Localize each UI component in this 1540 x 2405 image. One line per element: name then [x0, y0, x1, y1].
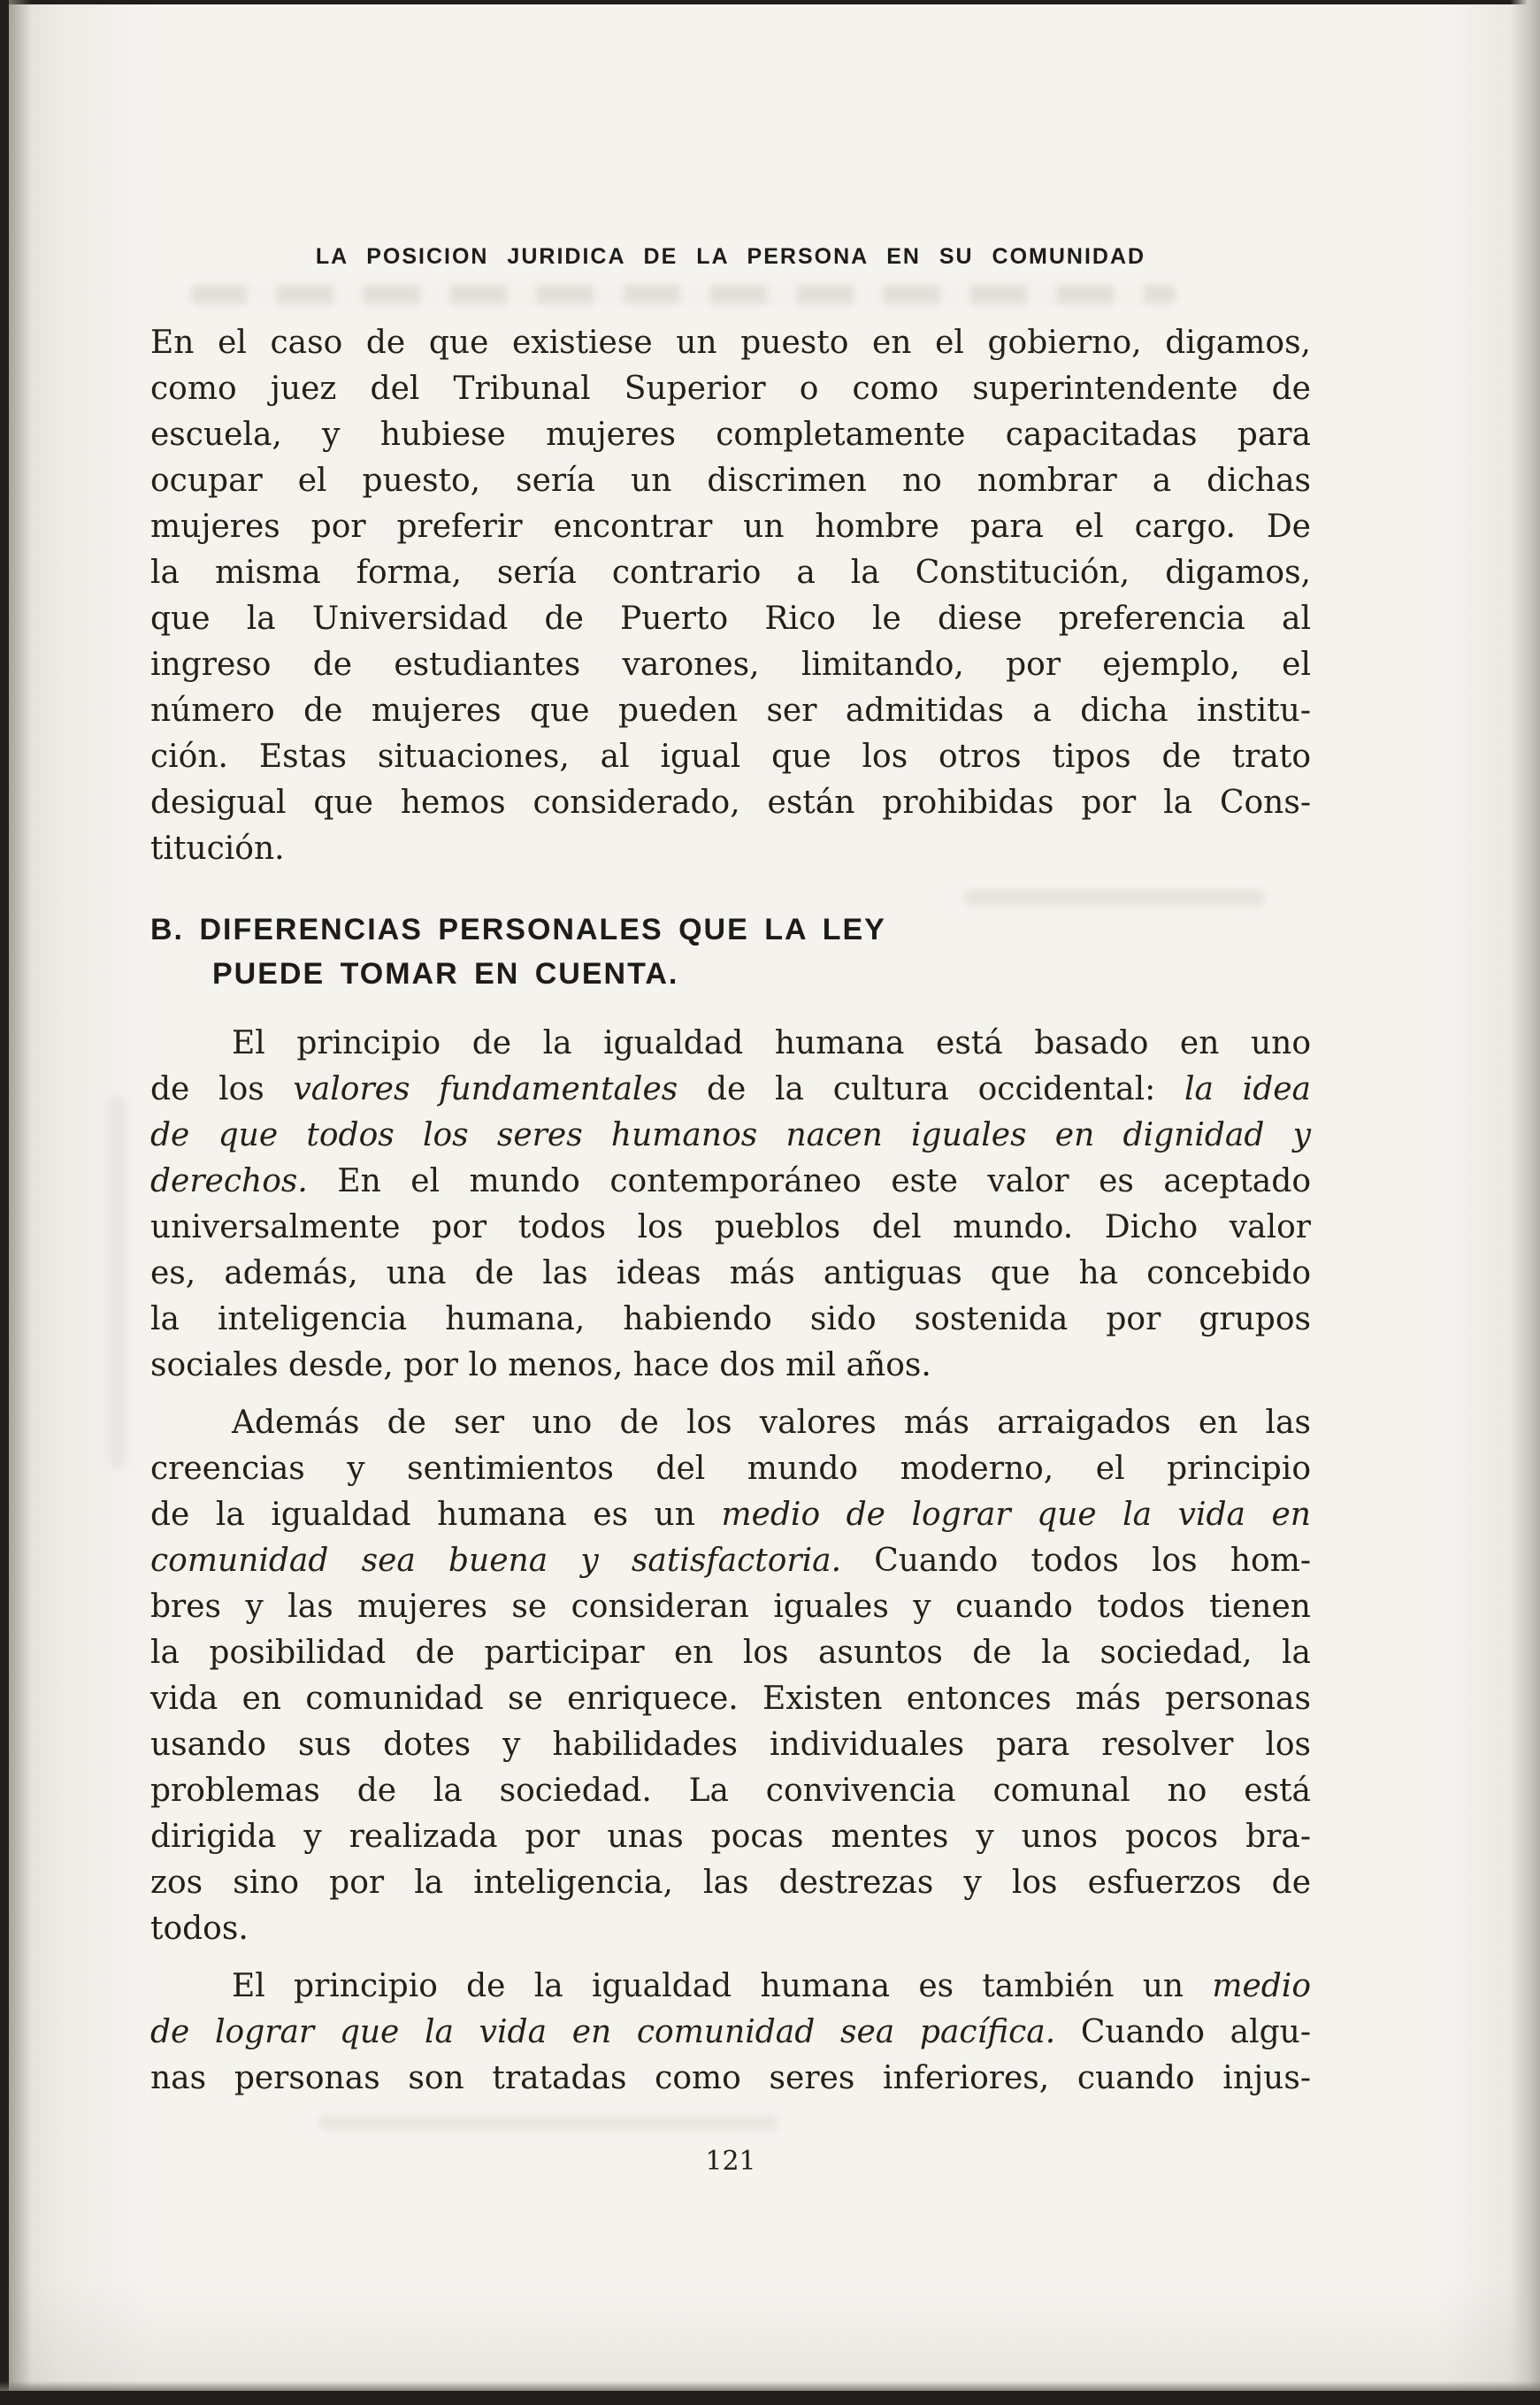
scan-bleedthrough-smudge	[190, 285, 1176, 304]
text-line: nas personas son tratadas como seres inferiores, cuando injus-	[150, 2060, 1311, 2096]
text-line: como juez del Tribunal Superior o como superintendente de	[150, 371, 1311, 407]
running-header: LA POSICION JURIDICA DE LA PERSONA EN SU COMUNIDAD	[315, 244, 1146, 269]
text-line: universalmente por todos los pueblos del mundo. Dicho valor	[150, 1209, 1311, 1245]
text-line: sociales desde, por lo menos, hace dos mil años.	[150, 1347, 931, 1383]
text-line: El principio de la igualdad humana es también un medio	[232, 1968, 1311, 2004]
text-line: de la igualdad humana es un medio de lograr que la vida en	[150, 1497, 1311, 1533]
text-line: problemas de la sociedad. La convivencia comunal no está	[150, 1773, 1311, 1809]
text-line: que la Universidad de Puerto Rico le diese preferencia al	[150, 601, 1311, 637]
text-line: todos.	[150, 1911, 249, 1947]
paragraph	[150, 1400, 1311, 1952]
text-line: ción. Estas situaciones, al igual que los otros tipos de trato	[150, 739, 1311, 775]
page-number: 121	[705, 2146, 756, 2177]
text-line: de los valores fundamentales de la cultura occidental: la idea	[150, 1071, 1312, 1107]
text-line: En el caso de que existiese un puesto en el gobierno, digamos,	[150, 325, 1311, 361]
paragraph	[150, 1021, 1311, 1389]
text-line: la posibilidad de participar en los asuntos de la sociedad, la	[150, 1635, 1311, 1671]
text-line: desigual que hemos considerado, están prohibidas por la Cons-	[150, 785, 1311, 821]
text-line: derechos. En el mundo contemporáneo este valor es aceptado	[150, 1163, 1311, 1199]
text-line: ingreso de estudiantes varones, limitando, por ejemplo, el	[150, 647, 1311, 683]
text-line: comunidad sea buena y satisfactoria. Cuando todos los hom-	[150, 1543, 1311, 1579]
paragraph	[150, 1964, 1311, 2102]
section-heading-line: B. DIFERENCIAS PERSONALES QUE LA LEY	[150, 913, 886, 946]
text-line: El principio de la igualdad humana está basado en uno	[232, 1025, 1311, 1061]
paragraph	[150, 320, 1311, 872]
scan-bleedthrough-smudge	[110, 1097, 126, 1468]
scan-bleedthrough-smudge	[318, 2116, 778, 2130]
section-heading	[150, 908, 1311, 996]
text-line: de que todos los seres humanos nacen iguales en dignidad y	[150, 1117, 1311, 1153]
text-line: dirigida y realizada por unas pocas mentes y unos pocos bra-	[150, 1819, 1311, 1855]
text-line: la inteligencia humana, habiendo sido sostenida por grupos	[150, 1301, 1311, 1337]
text-line: escuela, y hubiese mujeres completamente capacitadas para	[150, 417, 1311, 453]
text-line: la misma forma, sería contrario a la Constitución, digamos,	[150, 555, 1311, 591]
text-line: mujeres por preferir encontrar un hombre para el cargo. De	[150, 509, 1311, 545]
text-column	[150, 320, 1311, 2102]
text-line: usando sus dotes y habilidades individuales para resolver los	[150, 1727, 1311, 1763]
text-line: vida en comunidad se enriquece. Existen entonces más personas	[150, 1681, 1311, 1717]
section-heading-line: PUEDE TOMAR EN CUENTA.	[212, 957, 679, 991]
text-line: Además de ser uno de los valores más arraigados en las	[232, 1405, 1311, 1441]
text-line: zos sino por la inteligencia, las destrezas y los esfuerzos de	[150, 1865, 1311, 1901]
text-line: de lograr que la vida en comunidad sea pacífica. Cuando algu-	[150, 2014, 1311, 2050]
text-line: es, además, una de las ideas más antiguas que ha concebido	[150, 1255, 1311, 1291]
text-line: bres y las mujeres se consideran iguales y cuando todos tienen	[150, 1589, 1311, 1625]
text-line: titución.	[150, 831, 285, 867]
text-line: número de mujeres que pueden ser admitidas a dicha institu-	[150, 693, 1311, 729]
text-line: ocupar el puesto, sería un discrimen no nombrar a dichas	[150, 463, 1311, 499]
text-line: creencias y sentimientos del mundo moderno, el principio	[150, 1451, 1311, 1487]
